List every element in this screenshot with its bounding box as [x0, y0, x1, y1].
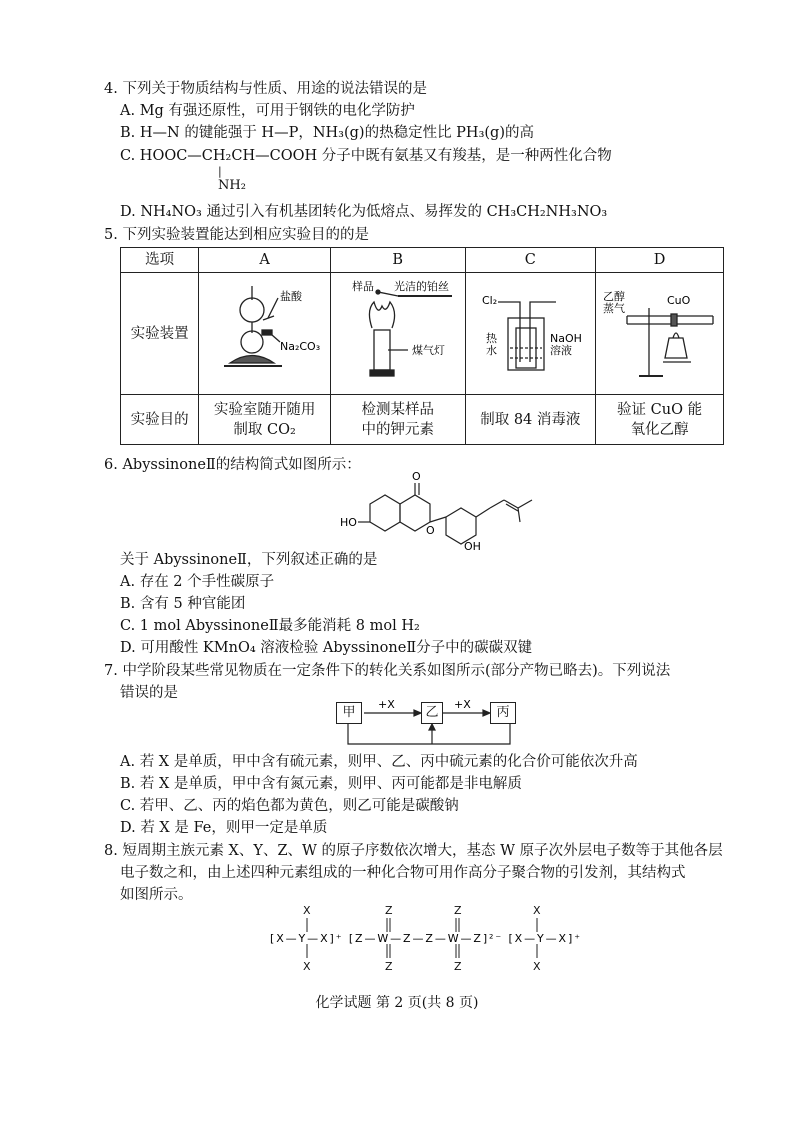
q4-option-c-nh2: NH₂	[218, 178, 246, 193]
structure-oh: OH	[464, 540, 481, 553]
svg-text:X: X	[303, 960, 311, 973]
q4-option-b: B. H—N 的键能强于 H—P，NH₃(g)的热稳定性比 PH₃(g)的高	[120, 125, 534, 141]
structure-ring-o: O	[426, 524, 435, 537]
abyssinone-structure	[340, 472, 570, 552]
label-cuo: CuO	[667, 294, 691, 307]
q7-option-c: C. 若甲、乙、丙的焰色都为黄色，则乙可能是碳酸钠	[120, 798, 459, 814]
label-na2co3: Na₂CO₃	[280, 340, 321, 353]
apparatus-d-drawing	[603, 278, 727, 388]
row-label-device: 实验装置	[121, 273, 199, 395]
q6-option-d: D. 可用酸性 KMnO₄ 溶液检验 AbyssinoneⅡ分子中的碳碳双键	[120, 640, 533, 656]
q4-option-d: D. NH₄NO₃ 通过引入有机基团转化为低熔点、易挥发的 CH₃CH₂NH₃NO₃	[120, 204, 608, 220]
label-hydrochloric-acid: 盐酸	[280, 290, 302, 303]
svg-text:X: X	[303, 904, 311, 917]
arrow-label-1: +X	[378, 698, 395, 711]
label-hot-water: 热水	[486, 332, 497, 357]
table-header-d: D	[596, 248, 724, 273]
box-bing: 丙	[490, 702, 516, 724]
initiator-structure	[270, 902, 590, 974]
q7-stem-line2: 错误的是	[120, 685, 178, 701]
q6-option-c: C. 1 mol AbyssinoneⅡ最多能消耗 8 mol H₂	[120, 618, 420, 634]
q4-stem: 4. 下列关于物质结构与性质、用途的说法错误的是	[104, 81, 427, 97]
apparatus-c-drawing	[480, 278, 610, 388]
table-header-c: C	[465, 248, 596, 273]
label-cl2: Cl₂	[482, 294, 498, 307]
structure-ketone-o: O	[412, 470, 421, 483]
page-footer: 化学试题 第 2 页(共 8 页)	[315, 995, 479, 1011]
purpose-d: 验证 CuO 能 氧化乙醇	[596, 395, 724, 445]
q7-stem-line1: 7. 中学阶段某些常见物质在一定条件下的转化关系如图所示(部分产物已略去)。下列说法	[104, 663, 671, 679]
box-jia: 甲	[336, 702, 362, 724]
svg-text:Z: Z	[454, 904, 462, 917]
svg-text:Z: Z	[385, 904, 393, 917]
purpose-a: 实验室随开随用 制取 CO₂	[199, 395, 331, 445]
row-label-purpose: 实验目的	[121, 395, 199, 445]
svg-text:X: X	[533, 960, 541, 973]
q6-option-b: B. 含有 5 种官能团	[120, 596, 246, 612]
apparatus-b-drawing	[352, 278, 482, 388]
arrow-label-2: +X	[454, 698, 471, 711]
structure-ho: HO	[340, 516, 357, 529]
svg-text:Z: Z	[385, 960, 393, 973]
table-header-option: 选项	[121, 248, 199, 273]
q8-stem-line1: 8. 短周期主族元素 X、Y、Z、W 的原子序数依次增大，基态 W 原子次外层电子数等于其他各层	[104, 843, 723, 859]
table-header-b: B	[330, 248, 465, 273]
svg-text:Z: Z	[454, 960, 462, 973]
q7-option-a: A. 若 X 是单质，甲中含有硫元素，则甲、乙、丙中硫元素的化合价可能依次升高	[120, 754, 638, 770]
label-sample: 样品	[352, 280, 374, 293]
q5-stem: 5. 下列实验装置能达到相应实验目的的是	[104, 227, 369, 243]
label-ethanol-vapor: 乙醇蒸气	[603, 290, 625, 315]
q8-stem-line3: 如图所示。	[120, 887, 193, 903]
q7-option-d: D. 若 X 是 Fe，则甲一定是单质	[120, 820, 328, 836]
q6-stem: 6. AbyssinoneⅡ的结构简式如图所示：	[104, 457, 361, 473]
label-gas-lamp: 煤气灯	[412, 344, 445, 357]
q4-option-a: A. Mg 有强还原性，可用于钢铁的电化学防护	[120, 103, 415, 119]
svg-text:X: X	[533, 904, 541, 917]
box-yi: 乙	[421, 702, 443, 724]
purpose-b: 检测某样品 中的钾元素	[330, 395, 465, 445]
q7-option-b: B. 若 X 是单质，甲中含有氮元素，则甲、丙可能都是非电解质	[120, 776, 522, 792]
q6-intro: 关于 AbyssinoneⅡ，下列叙述正确的是	[120, 552, 378, 568]
purpose-c: 制取 84 消毒液	[465, 395, 596, 445]
label-naoh-solution: NaOH 溶液	[550, 332, 582, 357]
q6-option-a: A. 存在 2 个手性碳原子	[120, 574, 275, 590]
apparatus-a-drawing	[222, 278, 332, 388]
initiator-formula: [X—Y—X]⁺ [Z—W—Z—Z—W—Z]²⁻ [X—Y—X]⁺	[270, 932, 580, 945]
label-platinum-wire: 光洁的铂丝	[394, 280, 449, 293]
q8-stem-line2: 电子数之和，由上述四种元素组成的一种化合物可用作高分子聚合物的引发剂，其结构式	[120, 865, 686, 881]
q4-option-c: C. HOOC—CH₂CH—COOH 分子中既有氨基又有羧基，是一种两性化合物	[120, 148, 612, 164]
table-header-a: A	[199, 248, 331, 273]
